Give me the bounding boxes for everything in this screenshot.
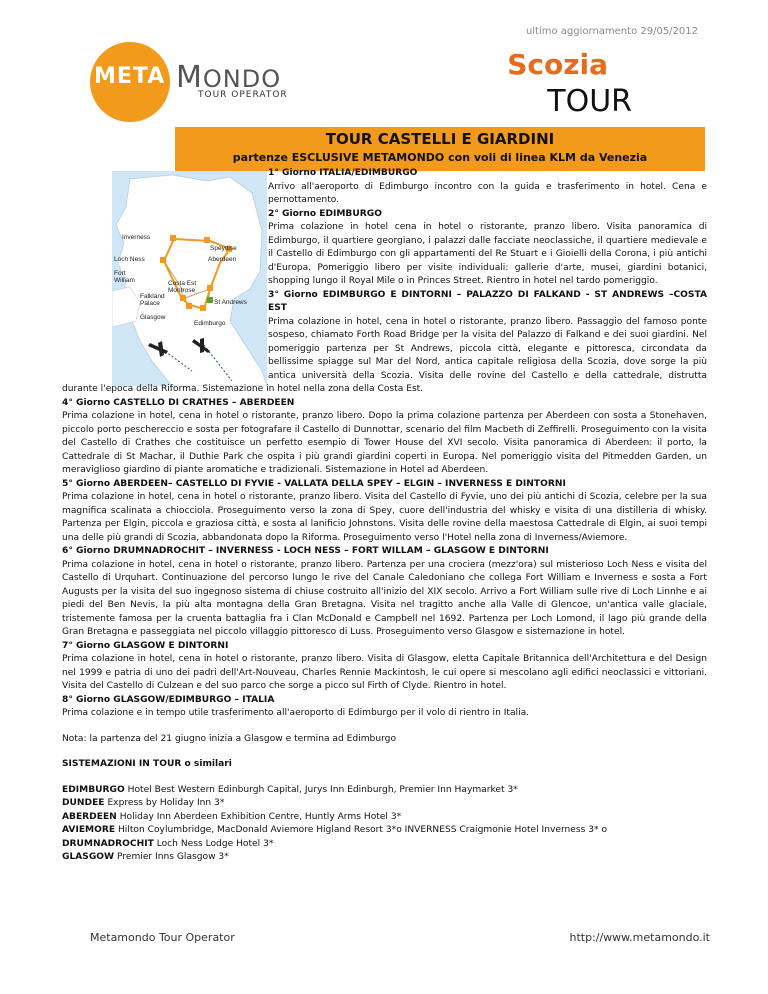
accommodation-hotels: Hilton Coylumbridge, MacDonald Aviemore Higland Resort 3*o INVERNESS Craigmonie Hotel Inverness 3* o bbox=[117, 825, 608, 835]
map-label-william: William bbox=[114, 277, 135, 284]
accommodation-city: ABERDEEN bbox=[62, 811, 117, 822]
accommodation-hotels: Premier Inns Glasgow 3* bbox=[116, 852, 229, 862]
departure-note: Nota: la partenza del 21 giugno inizia a Glasgow e termina ad Edimburgo bbox=[62, 733, 397, 744]
accommodation-row bbox=[62, 838, 707, 852]
tour-word: TOUR bbox=[547, 84, 632, 119]
map-label-speydise: Speydise bbox=[210, 245, 237, 252]
logo-meta-text: META bbox=[94, 64, 166, 89]
day-7-title: 7° Giorno GLASGOW E DINTORNI bbox=[62, 640, 229, 651]
logo-mondo-rest: ONDO bbox=[202, 65, 282, 93]
accommodation-city: AVIEMORE bbox=[62, 825, 116, 835]
tour-title: TOUR CASTELLI E GIARDINI bbox=[325, 130, 555, 148]
accommodation-row bbox=[62, 824, 707, 838]
map-label-falkland: Falkland bbox=[140, 293, 165, 300]
day-6-title: 6° Giorno DRUMNADROCHIT – INVERNESS - LOCH NESS – FORT WILLAM – GLASGOW E DINTORNI bbox=[62, 546, 549, 556]
footer-company: Metamondo Tour Operator bbox=[90, 931, 235, 944]
day-8-title: 8° Giorno GLASGOW/EDIMBURGO – ITALIA bbox=[62, 694, 275, 705]
map-label-inverness: Inverness bbox=[122, 234, 151, 241]
accommodation-city: DUNDEE bbox=[62, 798, 105, 808]
map-label-loch-ness: Loch Ness bbox=[114, 256, 145, 263]
itinerary-text bbox=[62, 167, 707, 865]
accommodation-title: SISTEMAZIONI IN TOUR o similari bbox=[62, 759, 232, 769]
accommodation-row bbox=[62, 797, 707, 811]
day-1-title: 1° Giorno ITALIA/EDIMBURGO bbox=[268, 168, 418, 178]
map-label-st-andrews: St Andrews bbox=[214, 299, 247, 306]
region-title: Scozia bbox=[507, 48, 608, 81]
day-8-text: Prima colazione e in tempo utile trasferimento all'aeroporto di Edimburgo per il volo di rientro in Italia. bbox=[62, 708, 530, 718]
day-3-title: 3° Giorno EDIMBURGO E DINTORNI – PALAZZO DI FALKAND - ST ANDREWS –COSTA EST bbox=[268, 289, 707, 313]
day-2-text: Prima colazione in hotel cena in hotel o ristorante, pranzo libero. Visita panoramica di Edimburgo, il quartiere georgiano, i palazzi dalle facciate neoclassiche, il quartiere medievale e il Castello di Edimburgo con gli appartamenti del Re Stuart e i Gioielli della Corona, i più antichi d'Europa. Pomeriggio libero per visite individuali: gallerie d'arte, musei, giardini botanici, shopping lungo il Royal Mile o in Princes Street. Rientro in hotel nel tardo pomeriggio. bbox=[268, 222, 707, 286]
accommodation-row bbox=[62, 851, 707, 865]
map-label-edimburgo: Edimburgo bbox=[194, 320, 226, 327]
tour-subtitle: partenze ESCLUSIVE METAMONDO con voli di linea KLM da Venezia bbox=[232, 151, 648, 164]
day-7-text: Prima colazione in hotel, cena in hotel o ristorante, pranzo libero. Visita di Glasgow, eletta Capitale Britannica dell'Architettura e del Design nel 1999 e patria di uno dei padri dell'Art-Nouveau, Charles Rennie Mackintosh, le cui opere si mescolano agli edifici neoclassici e vittoriani. Visita del Castello di Culzean e del suo parco che sorge a picco sul Firth of Clyde. Rientro in hotel. bbox=[62, 654, 707, 691]
accommodation-city: GLASGOW bbox=[62, 852, 115, 862]
map-label-aberdeen: Aberdeen bbox=[208, 256, 237, 263]
map-label-montrose: Montrose bbox=[168, 287, 196, 294]
day-4-text: Prima colazione in hotel, cena in hotel o ristorante, pranzo libero. Dopo la prima colazione partenza per Aberdeen con sosta a Stonehaven, piccolo porto peschereccio e sosta per fotografare il Castello di Dunnottar, scenario del film Macbeth di Zeffirelli. Proseguimento con la visita del Castello di Crathes che costituisce un perfetto esempio di Tower House del XVI secolo. Visita panoramica di Aberdeen: il porto, la Cattedrale di St Machar, il Duthie Park che ospita i più grandi giardini coperti in Europa. Nel pomeriggio visita del Pitmedden Garden, un meraviglioso giardino di piante aromatiche e tradizionali. Sistemazione in Hotel ad Aberdeen. bbox=[62, 411, 707, 475]
footer-url[interactable]: http://www.metamondo.it bbox=[569, 931, 710, 944]
accommodation-hotels: Express by Holiday Inn 3* bbox=[107, 798, 225, 808]
accommodation-row bbox=[62, 784, 707, 798]
map-label-glasgow: Glasgow bbox=[140, 314, 166, 321]
map-label-palace: Palace bbox=[140, 300, 160, 307]
accommodation-city: DRUMNADROCHIT bbox=[62, 838, 154, 849]
map-space bbox=[62, 167, 268, 379]
accommodation-row bbox=[62, 811, 707, 825]
day-2-title: 2° Giorno EDIMBURGO bbox=[268, 208, 382, 219]
accommodation-hotels: Loch Ness Lodge Hotel 3* bbox=[156, 838, 274, 849]
day-4-title: 4° Giorno CASTELLO DI CRATHES – ABERDEEN bbox=[62, 397, 295, 408]
accommodation-city: EDIMBURGO bbox=[62, 784, 125, 795]
accommodation-hotels: Holiday Inn Aberdeen Exhibition Centre, Huntly Arms Hotel 3* bbox=[119, 811, 402, 822]
logo-subtitle: TOUR OPERATOR bbox=[198, 90, 288, 100]
day-3-text: Prima colazione in hotel, cena in hotel o ristorante, pranzo libero. Passaggio del famoso ponte sospeso, chiamato Forth Road Bridge per la visita del Palazzo di Falkand e dei suoi giardini. Nel pomeriggio partenza per St Andrews, piccola città, elegante e pittoresca, circondata da bellissime spiagge sul Mar del Nord, antica capitale religiosa della Scozia, dove sorge la più antica università della Scozia. Visita delle rovine del Castello e della cattedrale, distrutta durante l'epoca della Riforma. Sistemazione in hotel nella zona della Costa Est. bbox=[62, 316, 707, 394]
day-6-text: Prima colazione in hotel, cena in hotel o ristorante, pranzo libero. Partenza per una crociera (mezz'ora) sul misterioso Loch Ness e visita del Castello di Urquhart. Continuazione del percorso lungo le rive del Canale Caledoniano che collega Fort William e Inverness e sosta a Fort Augusts per la visita del suo ingegnoso sistema di chiuse costruito all'inizio del XIX secolo. Arrivo a Fort William sulle rive di Loch Linnhe e ai piedi del Ben Nevis, la più alta montagna della Gran Bretagna. Visita nel tragitto anche alla Valle di Glencoe, un'antica valle glaciale, tristemente famosa per la cruenta battaglia fra i Clan McDonald e Campbell nel 1692. Partenza per Loch Lomond, il lago più grande della Gran Bretagna e passeggiata nel piccolo villaggio pittoresco di Luss. Proseguimento verso Glasgow e sistemazione in hotel. bbox=[62, 559, 707, 637]
map-label-fort: Fort bbox=[114, 270, 126, 277]
logo-mondo-initial: M bbox=[176, 60, 203, 95]
day-5-title: 5° Giorno ABERDEEN– CASTELLO DI FYVIE - VALLATA DELLA SPEY – ELGIN – INVERNESS E DINTORNI bbox=[62, 478, 566, 489]
accommodation-hotels: Hotel Best Western Edinburgh Capital, Jurys Inn Edinburgh, Premier Inn Haymarket 3* bbox=[127, 784, 518, 795]
day-1-text: Arrivo all'aeroporto di Edimburgo incontro con la guida e trasferimento in hotel. Cena e pernottamento. bbox=[268, 181, 707, 205]
day-5-text: Prima colazione in hotel, cena in hotel o ristorante, pranzo libero. Visita del Castello di Fyvie, uno dei più antichi di Scozia, celebre per la sua magnifica scalinata a chiocciola. Proseguimento verso la zona di Spey, cuore dell'industria del whisky e visita di una distilleria di whisky. Partenza per Elgin, piccola e graziosa città, e sosta al lanificio Johnstons. Visita delle rovine della maestosa Cattedrale di Elgin, ai suoi tempi una delle più grandi di Scozia, abbandonata dopo la Riforma. Proseguimento verso l'Hotel nella zona di Inverness/Aviemore. bbox=[62, 492, 707, 543]
metamondo-logo bbox=[90, 42, 310, 112]
title-banner bbox=[175, 127, 705, 171]
map-label-costa-est: Costa Est bbox=[168, 280, 197, 287]
last-updated: ultimo aggiornamento 29/05/2012 bbox=[525, 26, 698, 37]
